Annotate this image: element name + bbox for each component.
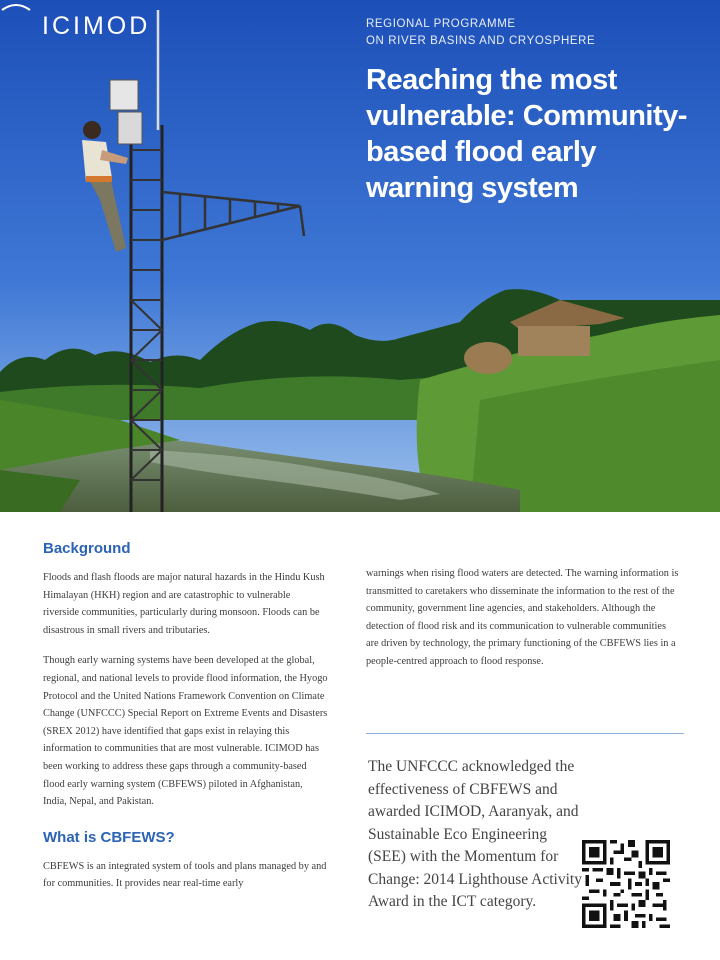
award-quote: The UNFCCC acknowledged the effectiveness of CBFEWS and awarded ICIMOD, Aaranyak, and Sustainable Eco Engineering (SEE) with the Momentum for Change: 2014 Lighthouse Activity Award in the ICT category. [368, 758, 582, 910]
right-column [366, 565, 681, 671]
right-column-paragraph: warnings when rising flood waters are detected. The warning information is transmitted to caretakers who disseminate the information to the rest of the community, government line agencies, and stakeholders. Although the detection of flood risk and its communication to vulnerable communities are driven by technology, the primary functioning of the CBFEWS lies in a people-centred approach to flood response. [366, 568, 679, 667]
section-divider [366, 733, 684, 734]
logo-arc-icon [0, 0, 32, 12]
what-is-cbfews-heading: What is CBFEWS? [43, 828, 175, 846]
programme-label [366, 16, 595, 50]
programme-line-2: ON RIVER BASINS AND CRYOSPHERE [366, 35, 596, 47]
left-column [43, 540, 328, 893]
qr-code-icon[interactable] [582, 840, 670, 928]
background-paragraph-2: Though early warning systems have been developed at the global, regional, and national levels to provide flood information, the Hyogo Protocol and the United Nations Framework Convention on Climate Change (UNFCCC) Special Report on Extreme Events and Disasters (SREX 2012) have identified that gaps exist in relaying this information to communities that are most vulnerable. ICIMOD has been working to address these gaps through a community-based flood early warning system (CBFEWS) piloted in Afghanistan, India, Nepal, and Pakistan. [43, 655, 328, 808]
page-title: Reaching the most vulnerable: Community-based flood early warning system [366, 64, 687, 204]
programme-line-1: REGIONAL PROGRAMME [366, 18, 516, 30]
icimod-logo: ICIMOD [42, 12, 151, 40]
background-heading: Background [43, 540, 131, 557]
background-paragraph-1: Floods and flash floods are major natural hazards in the Hindu Kush Himalayan (HKH) region and are catastrophic to vulnerable riverside communities, particularly during monsoon. Floods can be disastrous in small rivers and tributaries. [43, 572, 325, 636]
what-is-cbfews-paragraph: CBFEWS is an integrated system of tools and plans managed by and for communities. It provides near real-time early [43, 860, 327, 890]
